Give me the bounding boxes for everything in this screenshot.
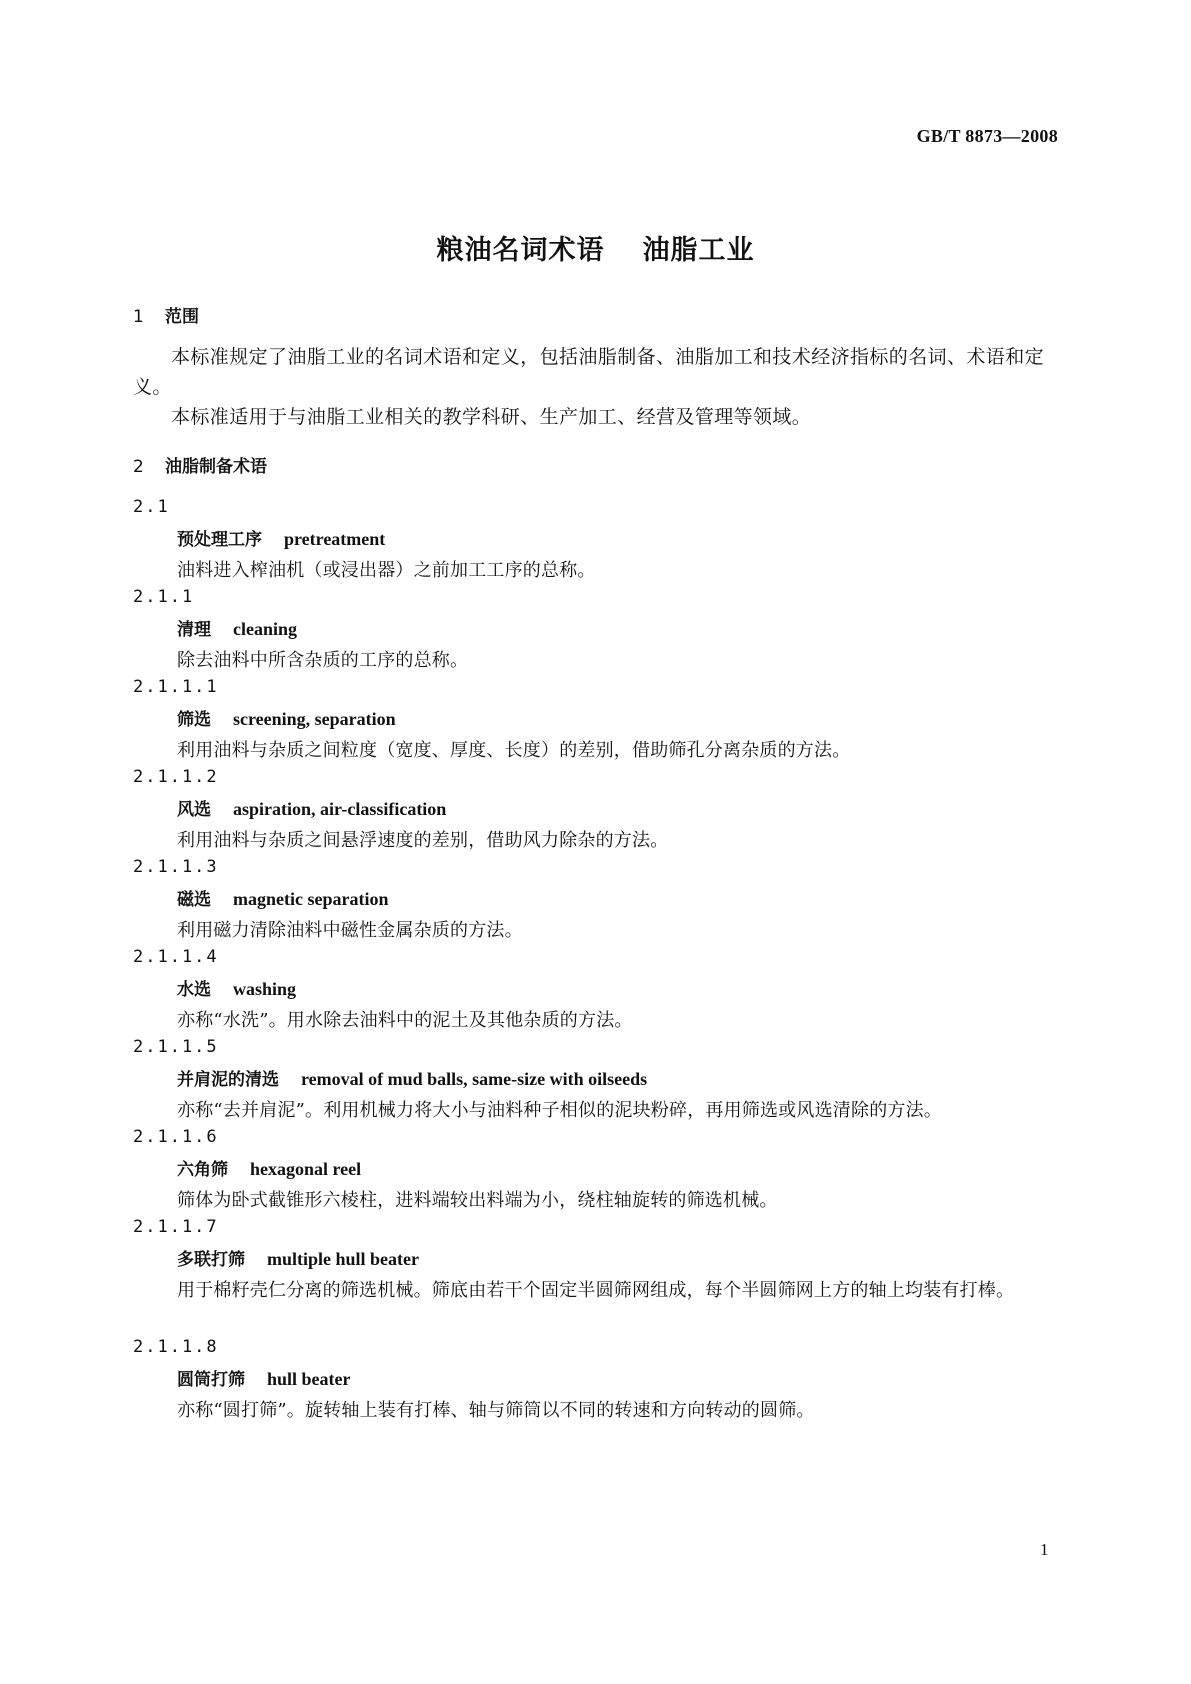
section-title: 油脂制备术语 bbox=[165, 457, 267, 477]
entry-definition: 亦称“圆打筛”。旋转轴上装有打棒、轴与筛筒以不同的转速和方向转动的圆筛。 bbox=[177, 1400, 815, 1421]
term-entry bbox=[133, 941, 1061, 1037]
entry-term bbox=[133, 1153, 1061, 1185]
term-english: pretreatment bbox=[284, 529, 386, 549]
section-1-heading bbox=[133, 302, 199, 327]
entry-number: 2.1.1.1 bbox=[133, 677, 219, 697]
term-english: magnetic separation bbox=[233, 889, 389, 909]
term-chinese: 风选 bbox=[177, 800, 211, 820]
scope-paragraph-1: 本标准规定了油脂工业的名词术语和定义，包括油脂制备、油脂加工和技术经济指标的名词、术语和定义。 bbox=[133, 346, 1045, 398]
entry-number: 2.1.1 bbox=[133, 587, 195, 607]
entry-definition: 亦称“水洗”。用水除去油料中的泥土及其他杂质的方法。 bbox=[177, 1010, 633, 1031]
entry-number: 2.1.1.3 bbox=[133, 857, 219, 877]
term-entry bbox=[133, 1121, 1061, 1217]
term-english: screening, separation bbox=[233, 709, 396, 729]
entry-definition: 筛体为卧式截锥形六棱柱，进料端较出料端为小，绕柱轴旋转的筛选机械。 bbox=[177, 1190, 778, 1211]
term-chinese: 水选 bbox=[177, 980, 211, 1000]
entry-number: 2.1 bbox=[133, 497, 170, 517]
section-number: 1 bbox=[133, 307, 144, 327]
term-english: aspiration, air-classification bbox=[233, 799, 447, 819]
term-chinese: 多联打筛 bbox=[177, 1250, 245, 1270]
term-entry bbox=[133, 1331, 1061, 1427]
entry-term bbox=[133, 883, 1061, 915]
term-entry bbox=[133, 671, 1061, 767]
term-chinese: 磁选 bbox=[177, 890, 211, 910]
term-english: hull beater bbox=[267, 1369, 351, 1389]
term-entry bbox=[133, 1211, 1061, 1307]
term-english: multiple hull beater bbox=[267, 1249, 419, 1269]
term-entry bbox=[133, 851, 1061, 947]
term-chinese: 预处理工序 bbox=[177, 530, 262, 550]
term-chinese: 六角筛 bbox=[177, 1160, 228, 1180]
scope-paragraph-2: 本标准适用于与油脂工业相关的教学科研、生产加工、经营及管理等领域。 bbox=[171, 406, 812, 428]
term-entry bbox=[133, 761, 1061, 857]
entry-number: 2.1.1.5 bbox=[133, 1037, 219, 1057]
title-part-2: 油脂工业 bbox=[642, 235, 755, 266]
page-number: 1 bbox=[1040, 1540, 1049, 1559]
entry-term bbox=[133, 1243, 1061, 1275]
entry-number: 2.1.1.7 bbox=[133, 1217, 219, 1237]
entry-term bbox=[133, 613, 1061, 645]
term-chinese: 筛选 bbox=[177, 710, 211, 730]
entry-number: 2.1.1.6 bbox=[133, 1127, 219, 1147]
term-chinese: 并肩泥的清选 bbox=[177, 1070, 279, 1090]
entry-number: 2.1.1.4 bbox=[133, 947, 219, 967]
term-entry bbox=[133, 581, 1061, 677]
term-english: hexagonal reel bbox=[250, 1159, 362, 1179]
document-title bbox=[0, 228, 1191, 267]
entry-definition: 利用油料与杂质之间悬浮速度的差别，借助风力除杂的方法。 bbox=[177, 830, 669, 851]
title-part-1: 粮油名词术语 bbox=[436, 235, 605, 266]
term-chinese: 圆筒打筛 bbox=[177, 1370, 245, 1390]
entry-definition: 利用磁力清除油料中磁性金属杂质的方法。 bbox=[177, 920, 523, 941]
entry-number: 2.1.1.8 bbox=[133, 1337, 219, 1357]
term-english: washing bbox=[233, 979, 297, 999]
standard-number: GB/T 8873—2008 bbox=[916, 126, 1058, 146]
entry-definition: 亦称“去并肩泥”。利用机械力将大小与油料种子相似的泥块粉碎，再用筛选或风选清除的方法。 bbox=[177, 1100, 942, 1121]
section-title: 范围 bbox=[165, 307, 199, 327]
section-2-heading bbox=[133, 452, 267, 477]
entry-term bbox=[133, 973, 1061, 1005]
entry-number: 2.1.1.2 bbox=[133, 767, 219, 787]
term-english: removal of mud balls, same-size with oilseeds bbox=[301, 1069, 648, 1089]
entry-term bbox=[133, 703, 1061, 735]
term-chinese: 清理 bbox=[177, 620, 211, 640]
entry-definition: 油料进入榨油机（或浸出器）之前加工工序的总称。 bbox=[177, 560, 596, 581]
entry-definition: 利用油料与杂质之间粒度（宽度、厚度、长度）的差别，借助筛孔分离杂质的方法。 bbox=[177, 740, 851, 761]
entry-term bbox=[133, 1363, 1061, 1395]
entry-term bbox=[133, 1063, 1061, 1095]
term-entry bbox=[133, 491, 1061, 587]
entry-term bbox=[133, 793, 1061, 825]
entry-definition: 除去油料中所含杂质的工序的总称。 bbox=[177, 650, 469, 671]
section-number: 2 bbox=[133, 457, 144, 477]
term-entry bbox=[133, 1031, 1061, 1127]
entry-term bbox=[133, 523, 1061, 555]
entry-definition: 用于棉籽壳仁分离的筛选机械。筛底由若干个固定半圆筛网组成，每个半圆筛网上方的轴上均装有打棒。 bbox=[177, 1280, 1015, 1301]
term-english: cleaning bbox=[233, 619, 298, 639]
